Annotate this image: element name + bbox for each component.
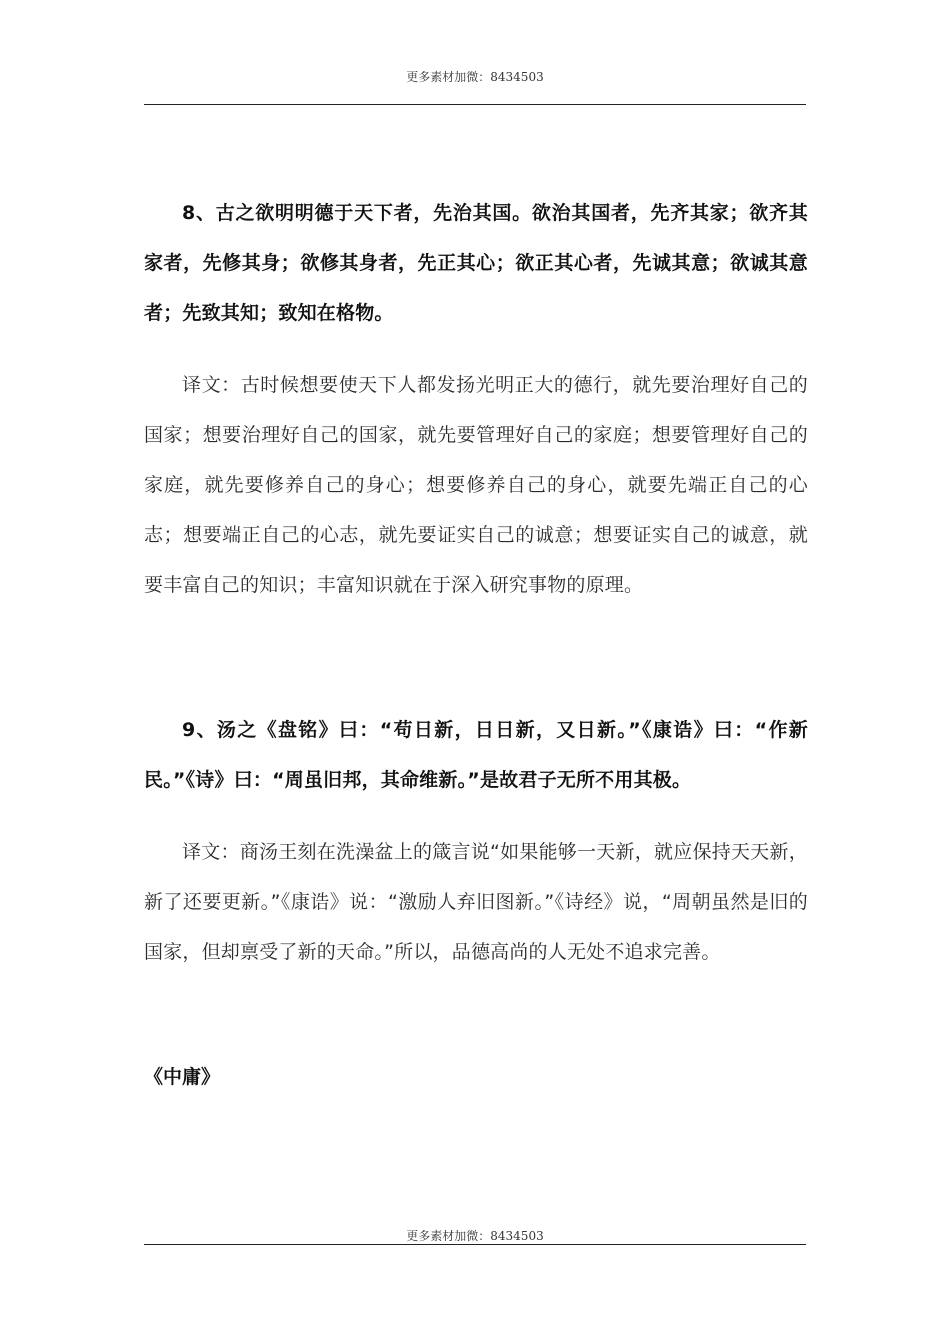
page-footer: 更多素材加微：8434503	[406, 1229, 544, 1243]
passage-9-original: 9、汤之《盘铭》曰：“苟日新，日日新，又日新。”《康诰》曰：“作新民。”《诗》曰：“周虽旧邦，其命维新。”是故君子无所不用其极。	[144, 719, 808, 791]
header-divider	[144, 104, 806, 105]
passage-9-translation: 译文：商汤王刻在洗澡盆上的箴言说“如果能够一天新，就应保持天天新，新了还要更新。”《康诰》说：“激励人弃旧图新。”《诗经》说，“周朝虽然是旧的国家，但却禀受了新的天命。”所以，品德高尚的人无处不追求完善。	[144, 841, 808, 963]
passage-8-original: 8、古之欲明明德于天下者，先治其国。欲治其国者，先齐其家；欲齐其家者，先修其身；欲修其身者，先正其心；欲正其心者，先诚其意；欲诚其意者；先致其知；致知在格物。	[144, 202, 808, 324]
passage-8-translation: 译文：古时候想要使天下人都发扬光明正大的德行，就先要治理好自己的国家；想要治理好自己的国家，就先要管理好自己的家庭；想要管理好自己的家庭，就先要修养自己的身心；想要修养自己的身心，就要先端正自己的心志；想要端正自己的心志，就先要证实自己的诚意；想要证实自己的诚意，就要丰富自己的知识；丰富知识就在于深入研究事物的原理。	[144, 374, 808, 596]
section-heading-zhongyong: 《中庸》	[144, 1066, 221, 1088]
page-header: 更多素材加微：8434503	[406, 70, 544, 84]
footer-divider	[144, 1244, 806, 1245]
